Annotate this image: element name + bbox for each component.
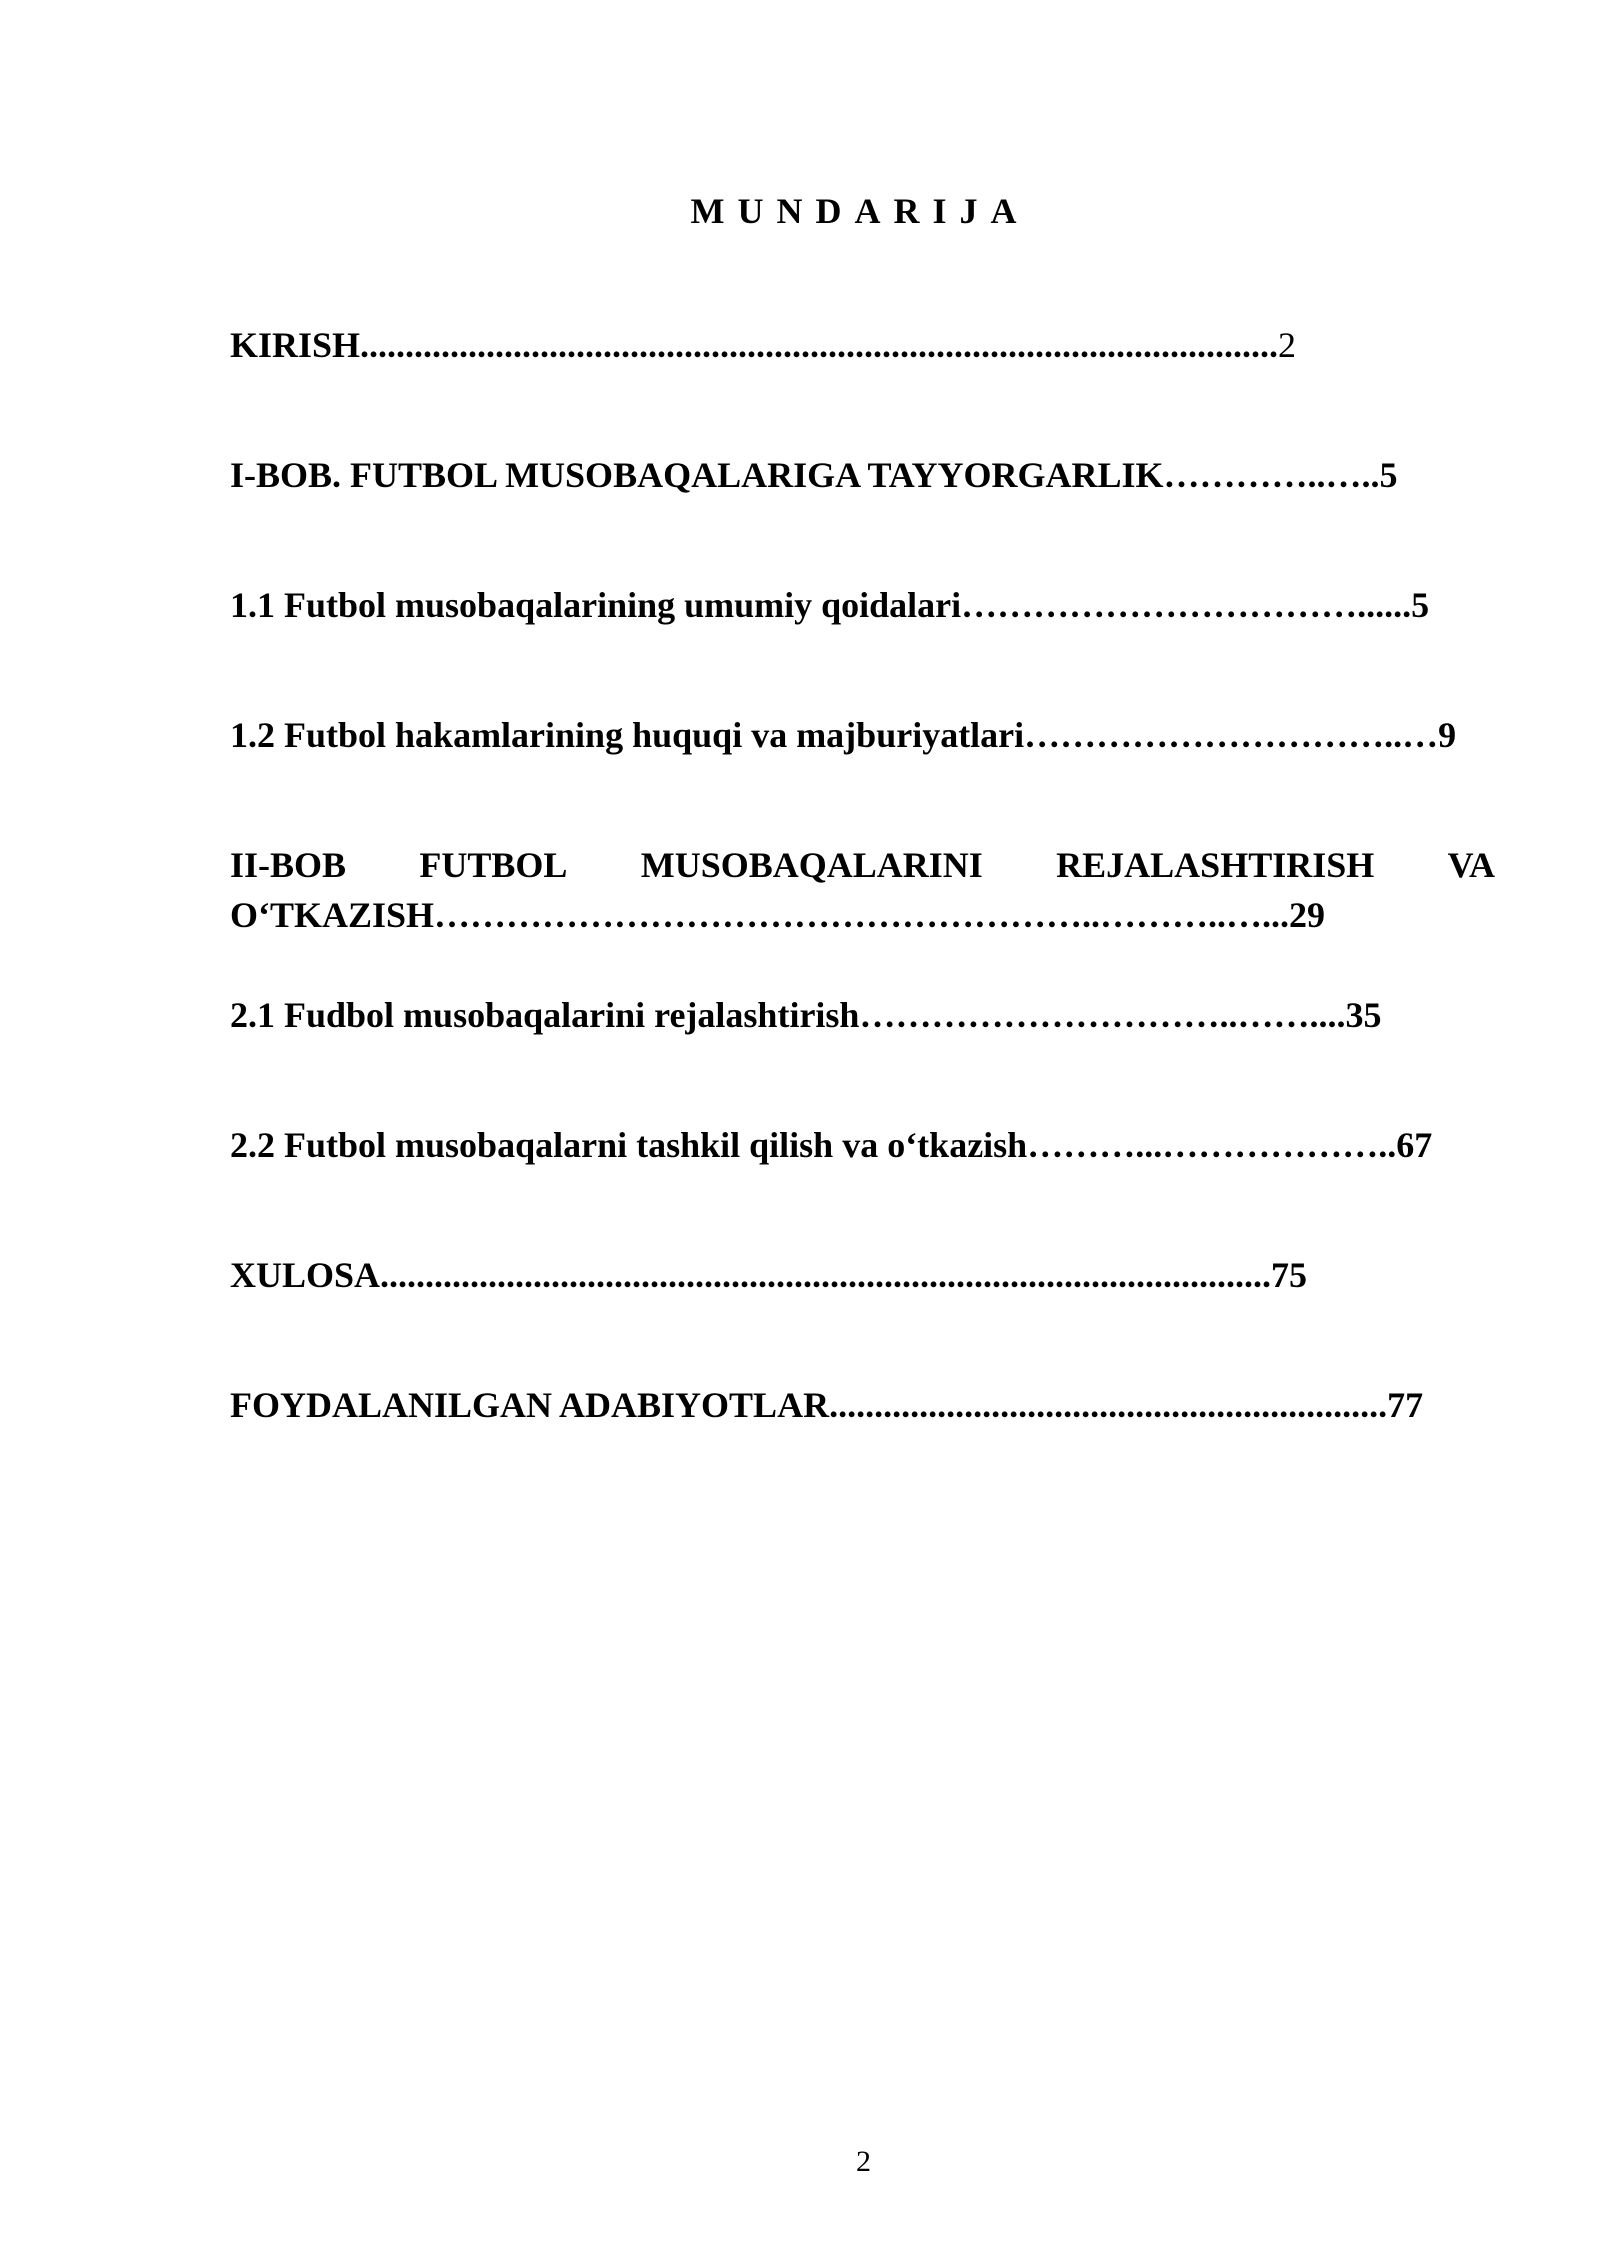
toc-entry-section-1-2 [230, 710, 1495, 760]
toc-entry-word: II-BOB [230, 845, 347, 885]
toc-entry-leader: …………..….. [1163, 455, 1380, 495]
toc-entry-page: 67 [1396, 1125, 1433, 1165]
toc-entry-leader: ………...……………….. [1027, 1125, 1397, 1165]
page-number: 2 [856, 2145, 871, 2178]
toc-entry-section-2-1 [230, 990, 1495, 1040]
toc-entry-section-2-2 [230, 1120, 1495, 1170]
toc-entry-page: 75 [1271, 1255, 1308, 1295]
toc-entry-leader: ................................................................................................... [380, 1255, 1272, 1295]
toc-entry-page: 35 [1345, 995, 1382, 1035]
toc-entry-word: MUSOBAQALARINI [640, 845, 983, 885]
toc-entry-label: 2.1 Fudbol musobaqalarini rejalashtirish [230, 995, 860, 1035]
toc-entry-label-line1 [230, 840, 1495, 890]
toc-entry-label-line2 [230, 890, 1495, 940]
toc-entry-label: 2.2 Futbol musobaqalarni tashkil qilish va o‘tkazish [230, 1125, 1028, 1165]
toc-entry-section-1-1 [230, 580, 1495, 630]
toc-entry-label: 1.1 Futbol musobaqalarining umumiy qoidalari [230, 585, 962, 625]
toc-entry-page: 77 [1387, 1385, 1424, 1425]
toc-entry-kirish [230, 320, 1495, 370]
toc-entry-word: VA [1447, 845, 1495, 885]
toc-entry-label: 1.2 Futbol hakamlarining huquqi va majburiyatlari [230, 715, 1025, 755]
toc-entry-label: O‘TKAZISH [230, 895, 435, 935]
toc-entry-page: 2 [1278, 325, 1297, 365]
toc-entry-leader: …………………………..…….... [859, 995, 1346, 1035]
toc-entry-label: I-BOB. FUTBOL MUSOBAQALARIGA TAYYORGARLIK [230, 455, 1164, 495]
toc-entry-leader: ...................................................................................................... [360, 325, 1279, 365]
toc-entry-page: 5 [1411, 585, 1430, 625]
toc-entry-chapter-1 [230, 450, 1495, 500]
toc-entry-page: 29 [1289, 895, 1326, 935]
toc-entry-leader: …………………………..… [1024, 715, 1439, 755]
toc-entry-page: 9 [1438, 715, 1457, 755]
toc-entry-page: 5 [1379, 455, 1398, 495]
toc-entry-leader: .............................................................. [829, 1385, 1388, 1425]
toc-entry-word: FUTBOL [419, 845, 568, 885]
page-title: MUNDARIJA [690, 191, 1030, 231]
toc-entry-label: XULOSA [230, 1255, 381, 1295]
toc-entry-word: REJALASHTIRISH [1056, 845, 1375, 885]
toc-entry-label: KIRISH [230, 325, 361, 365]
toc-entry-references [230, 1380, 1495, 1430]
toc-entry-label: FOYDALANILGAN ADABIYOTLAR [230, 1385, 830, 1425]
toc-entry-leader: ………………………………………………..………..…... [434, 895, 1290, 935]
toc-entry-leader: ……………………………...... [961, 585, 1412, 625]
toc-entry-chapter-2 [230, 840, 1495, 940]
toc-entry-xulosa [230, 1250, 1495, 1300]
